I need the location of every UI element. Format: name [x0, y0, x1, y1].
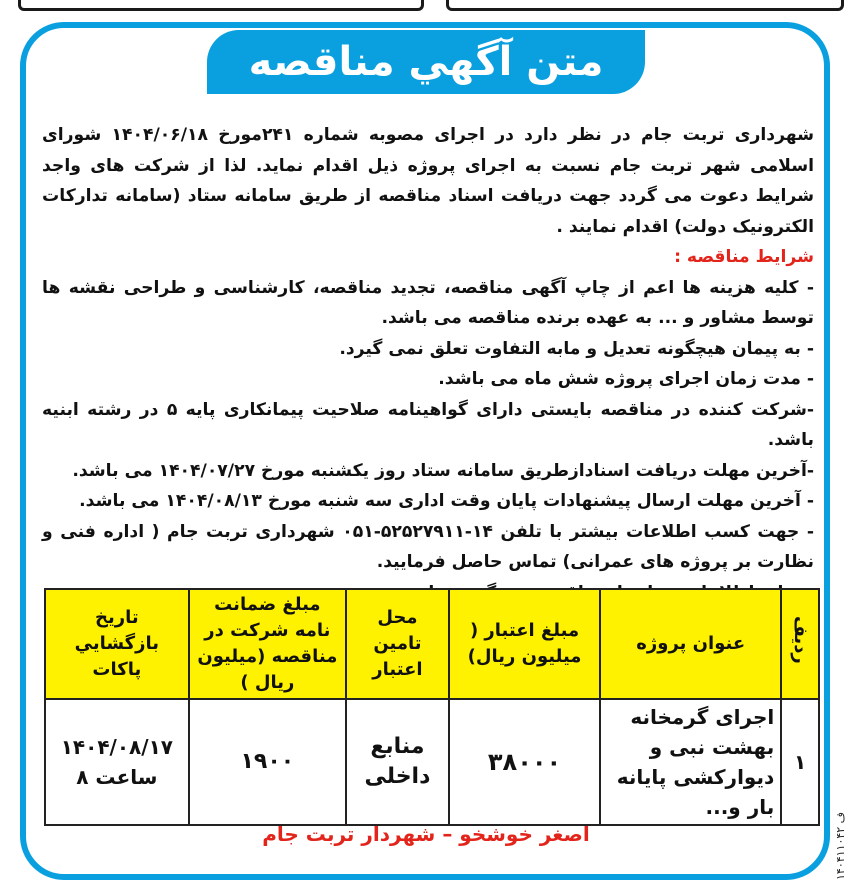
condition-item: - مدت زمان اجرای پروژه شش ماه می باشد. — [438, 369, 814, 389]
condition-item: - آخرین مهلت ارسال پیشنهادات پایان وقت اداری سه شنبه مورخ ۱۴۰۴/۰۸/۱۳ می باشد. — [79, 491, 814, 511]
cell-guarantee-amount: ۱۹۰۰ — [189, 699, 346, 825]
previous-ad-box-left — [18, 0, 424, 11]
header-credit-source: محل تامین اعتبار — [346, 589, 449, 699]
condition-item: -آخرین مهلت دریافت اسنادازطریق سامانه ستاد روز یکشنبه مورخ ۱۴۰۴/۰۷/۲۷ می باشد. — [72, 460, 814, 481]
cell-project-title: اجرای گرمخانه بهشت نبی و دیوارکشی پایانه بار و... — [600, 699, 781, 825]
header-credit-amount: مبلغ اعتبار ( میلیون ریال) — [449, 589, 600, 699]
tender-table — [44, 588, 820, 826]
header-row-number: رديف — [781, 589, 819, 699]
cell-row-number: ۱ — [781, 699, 819, 825]
intro-paragraph: شهرداری تربت جام در نظر دارد در اجرای مصوبه شماره ۲۴۱مورخ ۱۴۰۴/۰۶/۱۸ شورای اسلامی شهر تربت جام نسبت به اجرای پروژه ذیل اقدام نماید. لذا از شرکت های واجد شرایط دعوت می گردد جهت دریافت اسناد مناقصه از طریق سامانه ستاد (سامانه تدارکات الکترونیک دولت) اقدام نمایند . — [42, 125, 815, 237]
conditions-heading: شرایط مناقصه : — [674, 247, 814, 267]
condition-item: - به پیمان هیچگونه تعدیل و مابه التفاوت تعلق نمی گیرد. — [339, 338, 814, 359]
notice-title: متن آگهي مناقصه — [207, 30, 646, 94]
table-header-row — [45, 589, 819, 699]
header-opening-date: تاریخ بازگشايي پاکات — [45, 589, 189, 699]
header-project-title: عنوان پروژه — [600, 589, 781, 699]
title-area — [0, 30, 852, 94]
condition-item: - کلیه هزینه ها اعم از چاپ آگهی مناقصه، تجدید مناقصه، کارشناسی و طراحی نقشه ها توسط مشاور و ... به عهده برنده مناقصه می باشد. — [42, 277, 814, 328]
header-guarantee-amount: مبلغ ضمانت نامه شرکت در مناقصه (میلیون ریال ) — [189, 589, 346, 699]
cell-credit-amount: ۳۸۰۰۰ — [449, 699, 600, 825]
condition-item: -شرکت کننده در مناقصه بایستی دارای گواهینامه صلاحیت پیمانکاری پایه ۵ در رشته ابنیه باشد. — [42, 399, 815, 450]
ad-reference-code: ۱۴۰۴۱۱۰۴۲ ف — [834, 811, 847, 880]
notice-body — [42, 120, 814, 608]
table-row — [45, 699, 819, 825]
cell-opening-date: ۱۴۰۴/۰۸/۱۷ ساعت ۸ — [45, 699, 189, 825]
previous-ad-box-right — [446, 0, 844, 11]
signature: اصغر خوشخو – شهردار تربت جام — [262, 822, 590, 846]
cell-credit-source: منابع داخلی — [346, 699, 449, 825]
condition-item: - جهت کسب اطلاعات بیشتر با تلفن ۱۴-۵۲۵۲۷۹۱۱-۰۵۱ شهرداری تربت جام ( اداره فنی و نظارت بر پروژه های عمرانی) تماس حاصل فرمایید. — [42, 521, 814, 572]
